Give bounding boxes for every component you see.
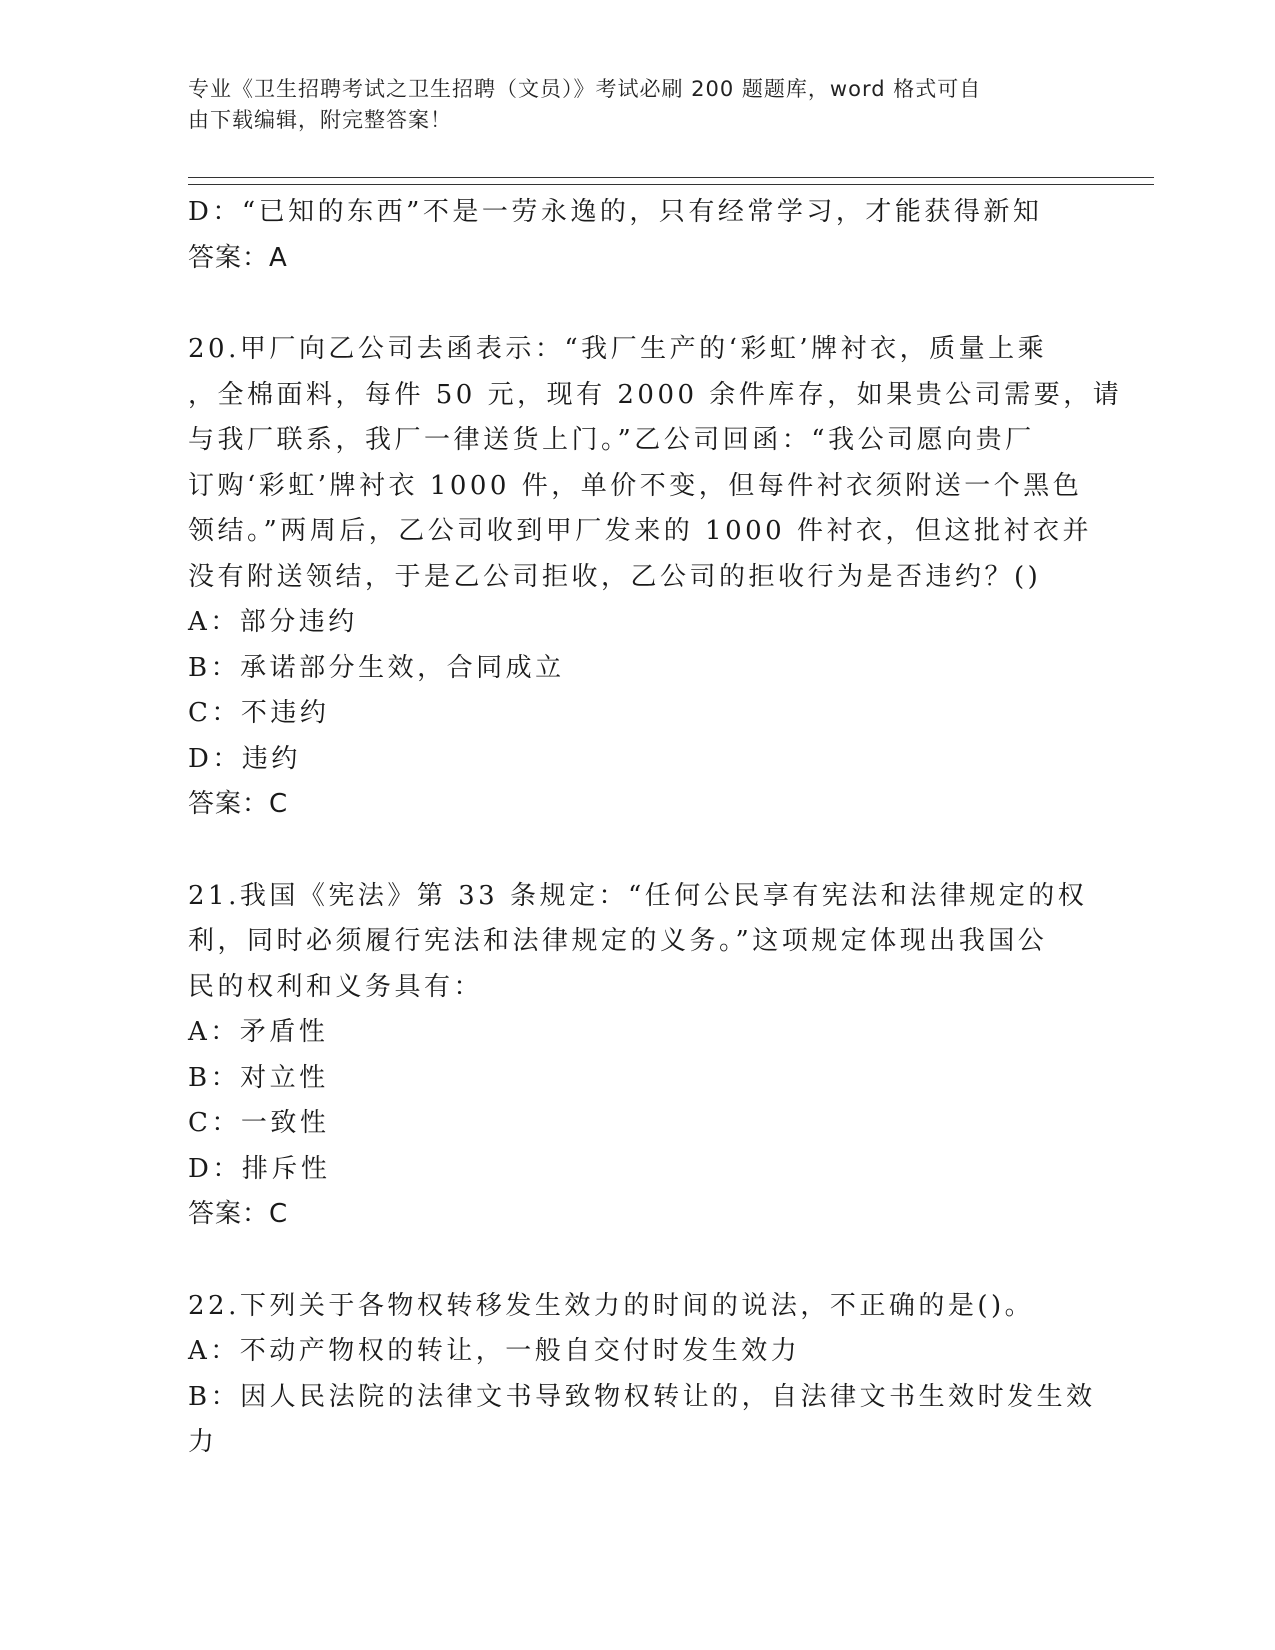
answer-line: 答案：A	[188, 242, 288, 273]
question-gap	[188, 1238, 1088, 1284]
header-rule-top	[188, 177, 1154, 178]
option-b: B：因人民法院的法律文书导致物权转让的，自法律文书生效时发生效	[188, 1381, 1096, 1412]
header-rule-bottom	[188, 184, 1154, 185]
question-text-line: 20.甲厂向乙公司去函表示：“我厂生产的‘彩虹’牌衬衣，质量上乘	[188, 334, 1048, 364]
question-text-line: 领结。”两周后，乙公司收到甲厂发来的 1000 件衬衣，但这批衬衣并	[188, 516, 1092, 546]
question-text-line: ，全棉面料，每件 50 元，现有 2000 余件库存，如果贵公司需要，请	[188, 379, 1123, 410]
option-d: D：“已知的东西”不是一劳永逸的，只有经常学习，才能获得新知	[188, 197, 1043, 227]
answer-line: 答案：C	[188, 789, 289, 819]
previous-question-tail	[188, 190, 1088, 281]
option-c: C：一致性	[188, 1108, 330, 1138]
option-a: A：不动产物权的转让，一般自交付时发生效力	[188, 1336, 801, 1366]
option-a: A：部分违约	[188, 607, 358, 637]
question-text-line: 21.我国《宪法》第 33 条规定：“任何公民享有宪法和法律规定的权	[188, 880, 1088, 911]
document-header	[188, 74, 1088, 136]
question-text-line: 订购‘彩虹’牌衬衣 1000 件，单价不变，但每件衬衣须附送一个黑色	[188, 470, 1083, 501]
option-c: C：不违约	[188, 698, 330, 728]
option-b: B：承诺部分生效，合同成立	[188, 652, 565, 683]
answer-line: 答案：C	[188, 1199, 289, 1229]
header-line-1: 专业《卫生招聘考试之卫生招聘（文员）》考试必刷 200 题题库，word 格式可自	[188, 77, 982, 101]
question-text-line: 22.下列关于各物权转移发生效力的时间的说法，不正确的是()。	[188, 1290, 1035, 1321]
question-text-line: 利，同时必须履行宪法和法律规定的义务。”这项规定体现出我国公	[188, 926, 1048, 956]
option-a: A：矛盾性	[188, 1017, 329, 1047]
question-text-line: 与我厂联系，我厂一律送货上门。”乙公司回函：“我公司愿向贵厂	[188, 425, 1035, 455]
question-gap	[188, 828, 1088, 874]
question-text-line: 民的权利和义务具有：	[188, 971, 484, 1002]
question-gap	[188, 281, 1088, 327]
header-line-2: 由下载编辑，附完整答案！	[188, 108, 452, 132]
question-20	[188, 327, 1123, 828]
option-b-continued: 力	[188, 1427, 218, 1457]
question-21	[188, 874, 1088, 1238]
option-d: D：违约	[188, 743, 301, 774]
option-b: B：对立性	[188, 1062, 329, 1093]
document-body	[188, 190, 1123, 1466]
question-text-line: 没有附送领结，于是乙公司拒收，乙公司的拒收行为是否违约？()	[188, 561, 1042, 592]
option-d: D：排斥性	[188, 1153, 331, 1184]
question-22	[188, 1284, 1096, 1466]
